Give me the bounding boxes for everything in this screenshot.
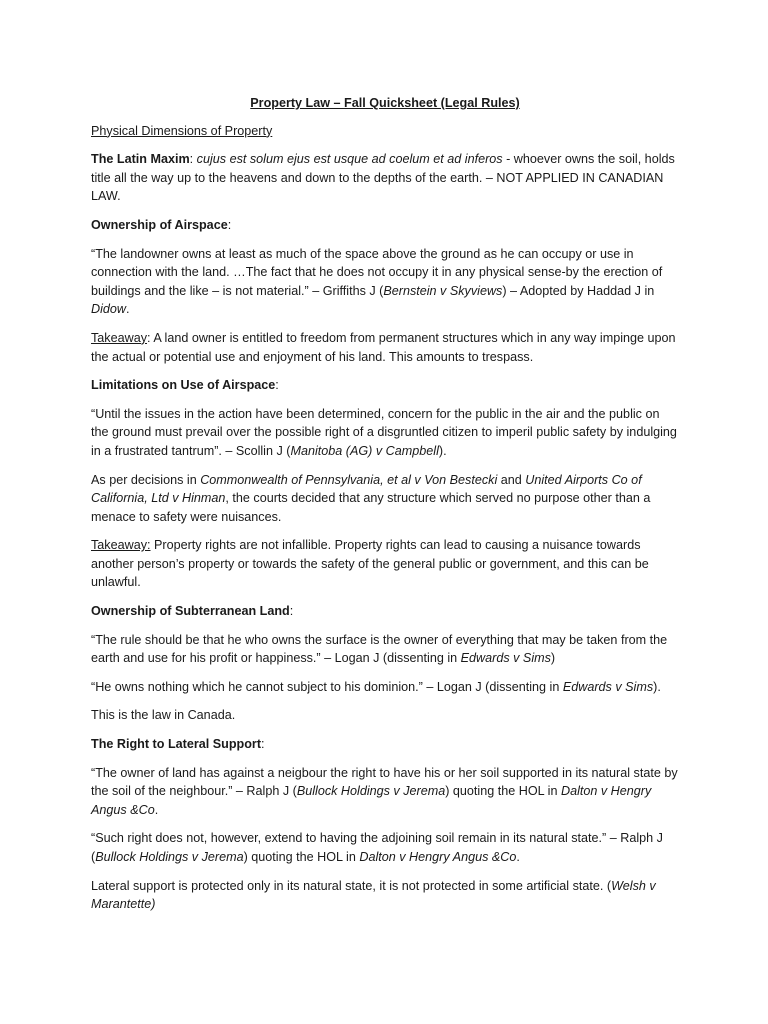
case-citation: Bullock Holdings v Jerema (296, 784, 446, 799)
subterranean-quote-end: ). (653, 679, 661, 694)
subterranean-quote-end: ) (550, 651, 556, 666)
lateral-quote-end: . (516, 850, 520, 864)
case-citation: Edwards v Sims (460, 651, 551, 666)
subterranean-quote-text: “He owns nothing which he cannot subject to his dominion.” – Logan J (dissenting in (91, 679, 563, 694)
case-citation: Dalton v Hengry Angus &Co (359, 850, 517, 864)
case-citation: United Airports Co of California, Ltd v Hinman (91, 472, 642, 506)
case-citation: Welsh v Marantette) (91, 878, 656, 912)
airspace-quote-mid: ) – Adopted by Haddad J in (502, 283, 655, 298)
document-body (91, 94, 679, 924)
decisions-start: As per decisions in (91, 472, 201, 487)
case-citation: Manitoba (AG) v Campbell (290, 443, 439, 458)
lateral-note-text: Lateral support is protected only in its natural state, it is not protected in some artificial state. ( (91, 878, 612, 893)
latin-maxim-explanation: - whoever owns the soil, holds title all the way up to the heavens and down to the depths of the earth. – NOT APPLIED IN CANADIAN LAW. (91, 152, 675, 204)
lateral-quote-1 (91, 764, 679, 820)
lateral-quote-text: “The owner of land has against a neigbour the right to have his or her soil supported in its natural state by the soil of the neighbour.” – Ralph J ( (91, 765, 678, 799)
lateral-heading-text: The Right to Lateral Support (91, 737, 262, 752)
latin-maxim-colon: : (189, 152, 197, 167)
section-heading-text: Physical Dimensions of Property (91, 123, 273, 138)
limitations-decisions (91, 471, 679, 527)
airspace-quote-text: “The landowner owns at least as much of the space above the ground as he can occupy or use in connection with the land. …The fact that he does not occupy it in any physical sense-by the erection of buildings and the like – is not material.” – Griffiths J ( (91, 246, 663, 298)
decisions-and: and (497, 472, 526, 487)
latin-maxim-paragraph (91, 150, 679, 206)
section-heading (91, 122, 679, 141)
takeaway-text: : A land owner is entitled to freedom from permanent structures which in any way impinge upon the actual or potential use and enjoyment of his land. This amounts to trespass. (91, 330, 676, 364)
lateral-quote-mid: ) quoting the HOL in (445, 784, 561, 799)
latin-maxim-label: The Latin Maxim (91, 152, 190, 167)
document-title: Property Law – Fall Quicksheet (Legal Rules) (250, 96, 520, 110)
lateral-quote-end: . (154, 802, 159, 817)
limitations-quote-text: “Until the issues in the action have been determined, concern for the public in the air and the public on the ground must prevail over the possible right of a disgruntled citizen to imperil public safety by indulging in a frustrated tantrum”. – Scollin J ( (91, 406, 677, 458)
subterranean-law-note: This is the law in Canada. (91, 708, 236, 723)
case-citation: Dalton v Hengry Angus &Co (91, 784, 652, 817)
lateral-heading-colon: : (261, 737, 265, 752)
takeaway-label: Takeaway (91, 330, 148, 345)
case-citation: Bullock Holdings v Jerema (95, 850, 244, 864)
case-citation: Didow (91, 302, 126, 317)
subterranean-quote-1 (91, 631, 679, 668)
airspace-quote (91, 245, 679, 319)
takeaway-text: Property rights are not infallible. Property rights can lead to causing a nuisance towards another person’s property or towards the safety of the general public or government, and this can be unlawful. (91, 538, 649, 590)
lateral-quote-text: “Such right does not, however, extend to having the adjoining soil remain in its natural state.” – Ralph J ( (91, 831, 663, 864)
limitations-heading-colon: : (275, 378, 279, 393)
subterranean-heading-text: Ownership of Subterranean Land (91, 604, 290, 619)
airspace-takeaway (91, 329, 679, 366)
subterranean-quote-2 (91, 678, 679, 697)
case-citation: Edwards v Sims (562, 679, 654, 694)
lateral-quote-2 (91, 829, 679, 866)
case-citation: Bernstein v Skyviews (383, 283, 503, 298)
subterranean-heading-colon: : (289, 604, 294, 619)
subterranean-heading (91, 602, 679, 621)
takeaway-label: Takeaway: (91, 538, 151, 553)
airspace-heading-text: Ownership of Airspace (91, 217, 228, 232)
limitations-quote (91, 405, 679, 461)
case-citation: Commonwealth of Pennsylvania, et al v Von Bestecki (200, 472, 498, 487)
decisions-end: , the courts decided that any structure which served no purpose other than a menace to safety were nuisances. (91, 491, 651, 524)
subterranean-quote-text: “The rule should be that he who owns the surface is the owner of everything that may be taken from the earth and use for his profit or happiness.” – Logan J (dissenting in (91, 632, 668, 666)
lateral-quote-mid: ) quoting the HOL in (243, 850, 360, 864)
airspace-quote-end: . (126, 302, 130, 317)
limitations-heading-text: Limitations on Use of Airspace (91, 378, 276, 393)
latin-maxim-text: cujus est solum ejus est usque ad coelum et ad inferos (196, 152, 503, 167)
airspace-heading-colon: : (227, 217, 232, 232)
lateral-heading (91, 735, 679, 754)
lateral-note (91, 877, 679, 914)
limitations-heading (91, 376, 679, 395)
airspace-heading (91, 216, 679, 235)
limitations-takeaway (91, 536, 679, 592)
limitations-quote-end: ). (438, 443, 447, 458)
